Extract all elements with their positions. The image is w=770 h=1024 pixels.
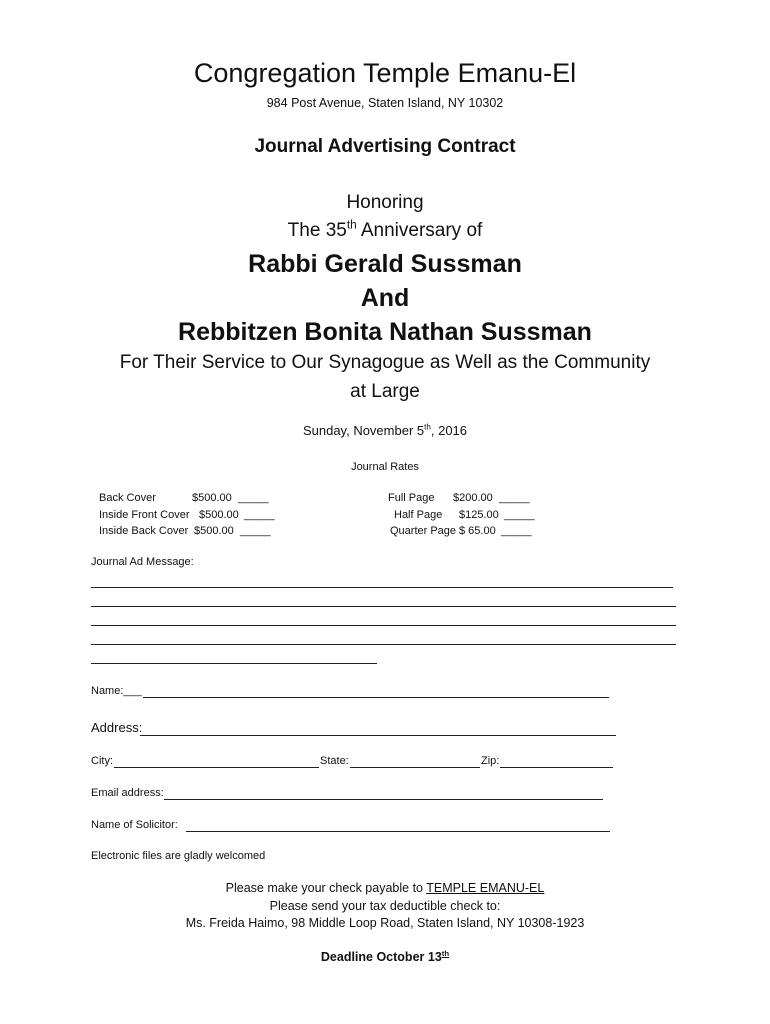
payment-line-1 <box>0 881 770 895</box>
deadline-prefix: Deadline October 13 <box>320 950 442 964</box>
solicitor-label: Name of Solicitor: <box>91 819 178 831</box>
payment-line-2: Please send your tax deductible check to: <box>269 899 501 913</box>
name-field[interactable] <box>143 697 609 698</box>
address-field[interactable] <box>140 735 616 736</box>
ad-message-line-5[interactable] <box>91 663 377 664</box>
email-field[interactable] <box>164 799 603 800</box>
service-line-1: For Their Service to Our Synagogue as Well as the Community <box>119 352 651 373</box>
rate-price: $500.00 <box>194 525 234 537</box>
electronic-files-note: Electronic files are gladly welcomed <box>91 850 266 862</box>
zip-field[interactable] <box>500 767 613 768</box>
rate-checkbox-blank[interactable]: _____ <box>244 509 275 521</box>
rate-checkbox-blank[interactable]: _____ <box>238 492 269 504</box>
anniversary-ordinal: th <box>346 218 357 232</box>
anniversary-line <box>0 220 770 242</box>
honoree-rabbi: Rabbi Gerald Sussman <box>248 250 522 278</box>
rate-label: Back Cover <box>99 492 156 504</box>
honoree-rebbitzen: Rebbitzen Bonita Nathan Sussman <box>178 318 592 346</box>
rate-price: $125.00 <box>459 509 499 521</box>
deadline-ordinal: th <box>441 948 450 958</box>
rates-heading: Journal Rates <box>351 461 419 473</box>
event-date-prefix: Sunday, November 5 <box>302 423 425 438</box>
rate-checkbox-blank[interactable]: _____ <box>240 525 271 537</box>
payment-prefix: Please make your check payable to <box>225 881 427 895</box>
org-address: 984 Post Avenue, Staten Island, NY 10302 <box>266 96 504 110</box>
anniversary-suffix: Anniversary of <box>356 220 483 241</box>
ad-message-line-4[interactable] <box>91 644 676 645</box>
rate-label: Full Page <box>388 492 435 504</box>
event-date-suffix: , 2016 <box>430 423 468 438</box>
ad-message-line-3[interactable] <box>91 625 676 626</box>
rate-checkbox-blank[interactable]: _____ <box>499 492 530 504</box>
city-field[interactable] <box>114 767 319 768</box>
state-label: State: <box>320 755 349 767</box>
rate-label: Half Page <box>394 509 443 521</box>
solicitor-field[interactable] <box>186 831 610 832</box>
city-label: City: <box>91 755 113 767</box>
rate-checkbox-blank[interactable]: _____ <box>501 525 532 537</box>
ad-message-line-1[interactable] <box>91 587 673 588</box>
rate-price: $500.00 <box>192 492 232 504</box>
rate-price: $ 65.00 <box>459 525 496 537</box>
zip-label: Zip: <box>481 755 500 767</box>
rate-label: Inside Back Cover <box>99 525 189 537</box>
honoring-line: Honoring <box>346 192 424 213</box>
rate-price: $500.00 <box>199 509 239 521</box>
address-label: Address: <box>91 720 143 735</box>
name-label: Name:___ <box>91 685 142 697</box>
email-label: Email address: <box>91 787 164 799</box>
rate-price: $200.00 <box>453 492 493 504</box>
state-field[interactable] <box>350 767 480 768</box>
document-title: Journal Advertising Contract <box>254 136 516 157</box>
service-line-2: at Large <box>350 381 420 402</box>
ad-message-line-2[interactable] <box>91 606 676 607</box>
event-date <box>0 423 770 438</box>
anniversary-prefix: The 35 <box>287 220 347 241</box>
payee-name: TEMPLE EMANU-EL <box>426 881 545 895</box>
org-title: Congregation Temple Emanu-El <box>193 58 577 88</box>
deadline <box>0 950 770 964</box>
rate-checkbox-blank[interactable]: _____ <box>504 509 535 521</box>
event-date-ordinal: th <box>424 422 431 432</box>
rate-label: Inside Front Cover <box>99 509 190 521</box>
payment-line-3: Ms. Freida Haimo, 98 Middle Loop Road, Staten Island, NY 10308-1923 <box>185 916 585 930</box>
ad-message-label: Journal Ad Message: <box>91 556 194 568</box>
rate-label: Quarter Page <box>390 525 457 537</box>
honoree-conjunction: And <box>360 284 410 312</box>
